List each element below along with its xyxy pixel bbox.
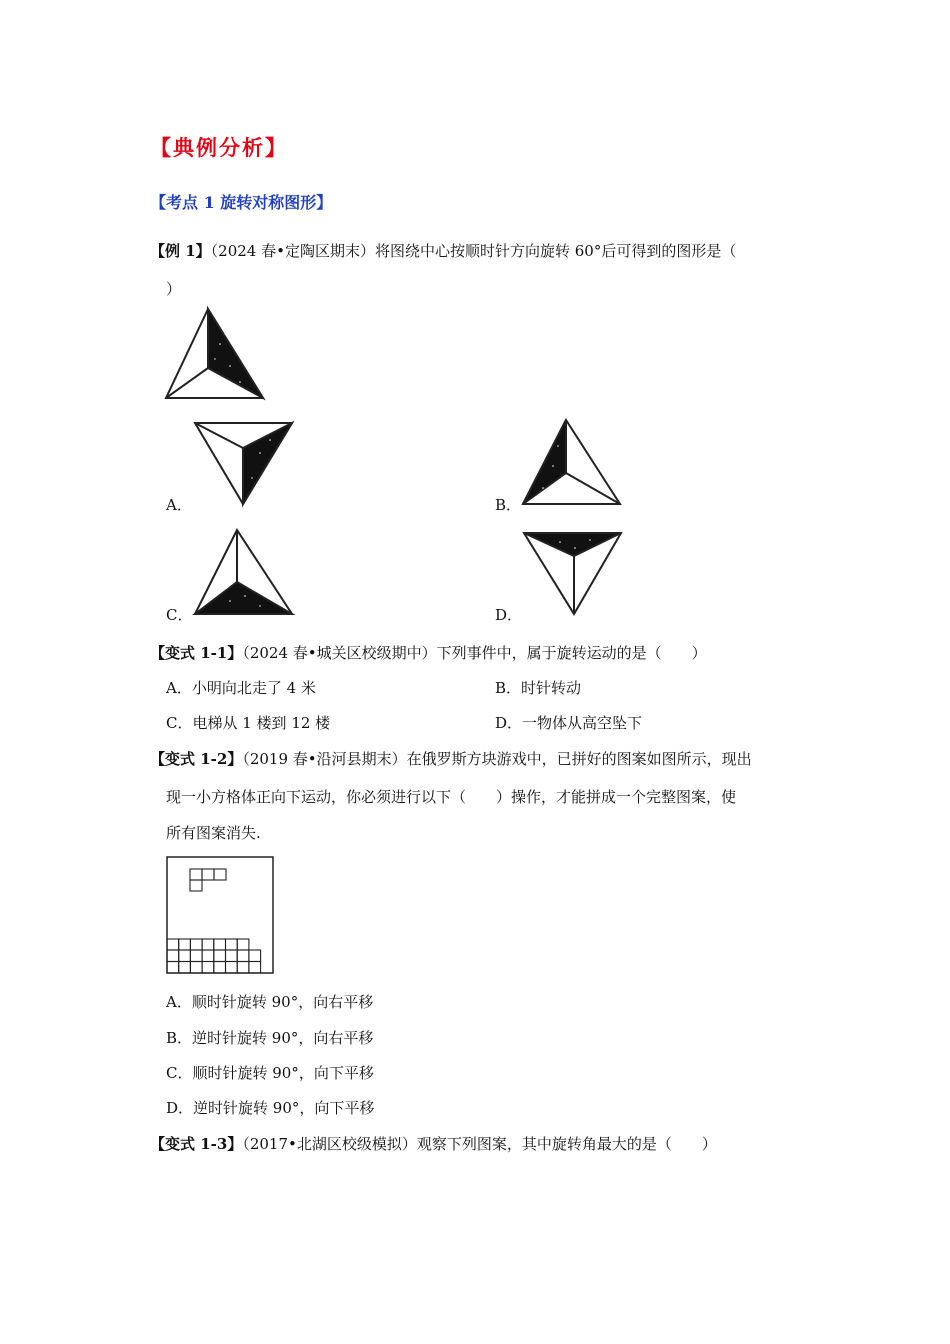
- variant-1-2-text-line-3: 所有图案消失.: [166, 824, 261, 842]
- example-1-question: [150, 241, 736, 261]
- example-1-text-tail: ）: [166, 280, 182, 298]
- variant-1-2-option-c[interactable]: C．顺时针旋转 90°，向下平移: [166, 1064, 374, 1082]
- example-1-option-c[interactable]: C．: [166, 606, 193, 624]
- example-1-option-b[interactable]: B．: [495, 496, 522, 514]
- option-c-figure: [190, 526, 296, 618]
- example-1-figure: [160, 304, 270, 404]
- variant-1-2-question: [150, 749, 752, 769]
- variant-1-2-text-line-2: 现一小方格体正向下运动，你必须进行以下（ ）操作，才能拼成一个完整图案，使: [166, 788, 737, 806]
- tetris-figure: [166, 856, 276, 976]
- example-1-text: 将图绕中心按顺时针方向旋转 60°后可得到的图形是（: [374, 242, 737, 260]
- section-title: 【典例分析】: [150, 135, 288, 160]
- example-1-option-a[interactable]: A．: [166, 496, 192, 514]
- kaodian-title: 【考点 1 旋转对称图形】: [150, 193, 333, 212]
- variant-1-2-tag: 【变式 1-2】: [150, 750, 243, 768]
- option-d-figure: [520, 528, 626, 618]
- variant-1-2-option-d[interactable]: D．逆时针旋转 90°，向下平移: [166, 1099, 375, 1117]
- variant-1-1-option-c[interactable]: C．电梯从 1 楼到 12 楼: [166, 714, 331, 732]
- variant-1-2-option-b[interactable]: B．逆时针旋转 90°，向右平移: [166, 1029, 374, 1047]
- variant-1-1-option-b[interactable]: B．时针转动: [495, 679, 582, 697]
- example-1-source: （2024 春•定陶区期末）: [210, 242, 375, 260]
- variant-1-2-option-a[interactable]: A．顺时针旋转 90°，向右平移: [166, 993, 374, 1011]
- option-a-figure: [190, 418, 296, 508]
- example-1-tag: 【例 1】: [150, 242, 211, 260]
- variant-1-3-source: （2017•北湖区校级模拟）: [242, 1135, 417, 1153]
- example-1-option-d[interactable]: D．: [495, 606, 523, 624]
- option-b-figure: [518, 416, 624, 508]
- variant-1-2-text-line-1: 在俄罗斯方块游戏中，已拼好的图案如图所示，现出: [406, 750, 752, 768]
- variant-1-1-option-d[interactable]: D．一物体从高空坠下: [495, 714, 643, 732]
- variant-1-1-option-a[interactable]: A．小明向北走了 4 米: [166, 679, 316, 697]
- variant-1-1-source: （2024 春•城关区校级期中）: [242, 644, 437, 662]
- variant-1-3-tag: 【变式 1-3】: [150, 1135, 243, 1153]
- variant-1-3-text: 观察下列图案，其中旋转角最大的是（ ）: [416, 1135, 717, 1153]
- variant-1-2-source: （2019 春•沿河县期末）: [242, 750, 407, 768]
- variant-1-1-tag: 【变式 1-1】: [150, 644, 243, 662]
- variant-1-1-question: [150, 643, 707, 663]
- variant-1-3-question: [150, 1134, 717, 1154]
- variant-1-1-text: 下列事件中，属于旋转运动的是（ ）: [436, 644, 707, 662]
